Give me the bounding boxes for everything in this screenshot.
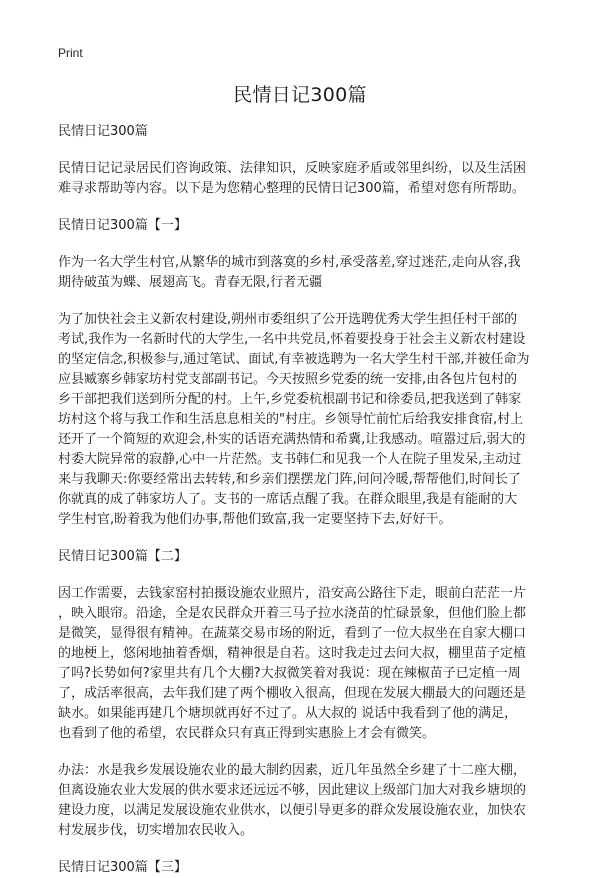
text-line: 来与我聊天:你要经常出去转转,和乡亲们摆摆龙门阵,问问冷暖,帮帮他们,时间长了 bbox=[58, 472, 521, 487]
text-line: 为了加快社会主义新农村建设,朔州市委组织了公开选聘优秀大学生担任村干部的 bbox=[58, 312, 518, 327]
section-2-paragraph-2 bbox=[58, 761, 542, 841]
section-2-paragraph-1 bbox=[58, 584, 542, 744]
section-heading-3: 民情日记300篇【三】 bbox=[58, 860, 187, 875]
text-line: 学生村官,盼着我为他们办事,帮他们致富,我一定要坚持下去,好好干。 bbox=[58, 512, 452, 527]
intro-paragraph bbox=[58, 159, 542, 199]
text-line: 乡干部把我们送到所分配的村。上午,乡党委杭根副书记和徐委员,把我送到了韩家 bbox=[58, 392, 522, 407]
text-line: 期待破茧为蝶、展翅高飞。青春无限,行者无疆 bbox=[58, 275, 323, 290]
text-line: 还开了一个简短的欢迎会,朴实的话语充满热情和希冀,让我感动。喧嚣过后,弱大的 bbox=[58, 432, 526, 447]
text-line: 村委大院异常的寂静,心中一片茫然。支书韩仁和见我一个人在院子里发呆,主动过 bbox=[58, 452, 522, 467]
text-line: 应县臧寨乡韩家坊村党支部副书记。今天按照乡党委的统一安排,由各包片包村的 bbox=[58, 372, 518, 387]
text-line: 你就真的成了韩家坊人了。支书的一席话点醒了我。在群众眼里,我是有能耐的大 bbox=[58, 492, 518, 507]
text-line: 民情日记记录居民们咨询政策、法律知识，反映家庭矛盾或邻里纠纷，以及生活困 bbox=[58, 161, 527, 176]
text-line: 建设力度，以满足发展设施农业供水，以便引导更多的群众发展设施农业，加快农 bbox=[58, 803, 527, 818]
text-line: 办法：水是我乡发展设施农业的最大制约因素，近几年虽然全乡建了十二座大棚， bbox=[58, 763, 527, 778]
section-1-paragraph-2 bbox=[58, 310, 542, 530]
text-line: ，映入眼帘。沿途，全是农民群众开着三马子拉水浇苗的忙碌景象，但他们脸上都 bbox=[58, 606, 527, 621]
section-heading-2: 民情日记300篇【二】 bbox=[58, 549, 187, 564]
text-line: 也看到了他的希望，农民群众只有真正得到实惠脸上才会有微笑。 bbox=[58, 726, 436, 741]
section-1-paragraph-1 bbox=[58, 253, 542, 293]
section-heading-1: 民情日记300篇【一】 bbox=[58, 218, 187, 233]
text-line: 坊村这个将与我工作和生活息息相关的"村庄。乡领导忙前忙后给我安排食宿,村上 bbox=[58, 412, 524, 427]
text-line: 缺水。如果能再建几个塘坝就再好不过了。从大叔的 说话中我看到了他的满足， bbox=[58, 706, 518, 721]
text-line: 了，成活率很高，去年我们建了两个棚收入很高，但现在发展大棚最大的问题还是 bbox=[58, 686, 527, 701]
print-link[interactable]: Print bbox=[58, 46, 83, 60]
page-title: 民情日记300篇 bbox=[233, 84, 367, 106]
document-body bbox=[58, 122, 542, 878]
text-line: 难寻求帮助等内容。以下是为您精心整理的民情日记300篇，希望对您有所帮助。 bbox=[58, 181, 525, 196]
text-line: 的坚定信念,积极参与,通过笔试、面试,有幸被选聘为一名大学生村干部,并被任命为 bbox=[58, 352, 530, 367]
text-line: 的地梗上，悠闲地抽着香烟，精神很是自若。这时我走过去问大叔，棚里苗子定植 bbox=[58, 646, 527, 661]
document-subtitle: 民情日记300篇 bbox=[58, 124, 148, 139]
text-line: 作为一名大学生村官,从繁华的城市到落寞的乡村,承受落差,穿过迷茫,走向从容,我 bbox=[58, 255, 521, 270]
text-line: 村发展步伐，切实增加农民收入。 bbox=[58, 823, 254, 838]
text-line: 因工作需要，去钱家窑村拍摄设施农业照片，沿安高公路往下走，眼前白茫茫一片 bbox=[58, 586, 527, 601]
text-line: 是微笑，显得很有精神。在蔬菜交易市场的附近，看到了一位大叔坐在自家大棚口 bbox=[58, 626, 527, 641]
text-line: 考试,我作为一名新时代的大学生,一名中共党员,怀着要投身于社会主义新农村建设 bbox=[58, 332, 526, 347]
text-line: 但离设施农业大发展的供水要求还远远不够，因此建议上级部门加大对我乡塘坝的 bbox=[58, 783, 527, 798]
text-line: 了吗?长势如何?家里共有几个大棚?大叔微笑着对我说：现在辣椒苗子已定植一周 bbox=[58, 666, 521, 681]
